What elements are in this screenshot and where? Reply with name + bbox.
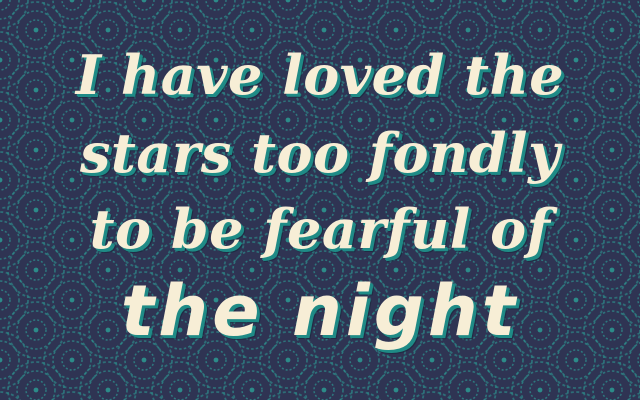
quote-line-1: I have loved the xyxy=(75,43,565,107)
quote-line-4: the night xyxy=(120,270,520,352)
quote-line-3: to be fearful of xyxy=(89,197,551,261)
quote-line-2: stars too fondly xyxy=(80,121,560,185)
